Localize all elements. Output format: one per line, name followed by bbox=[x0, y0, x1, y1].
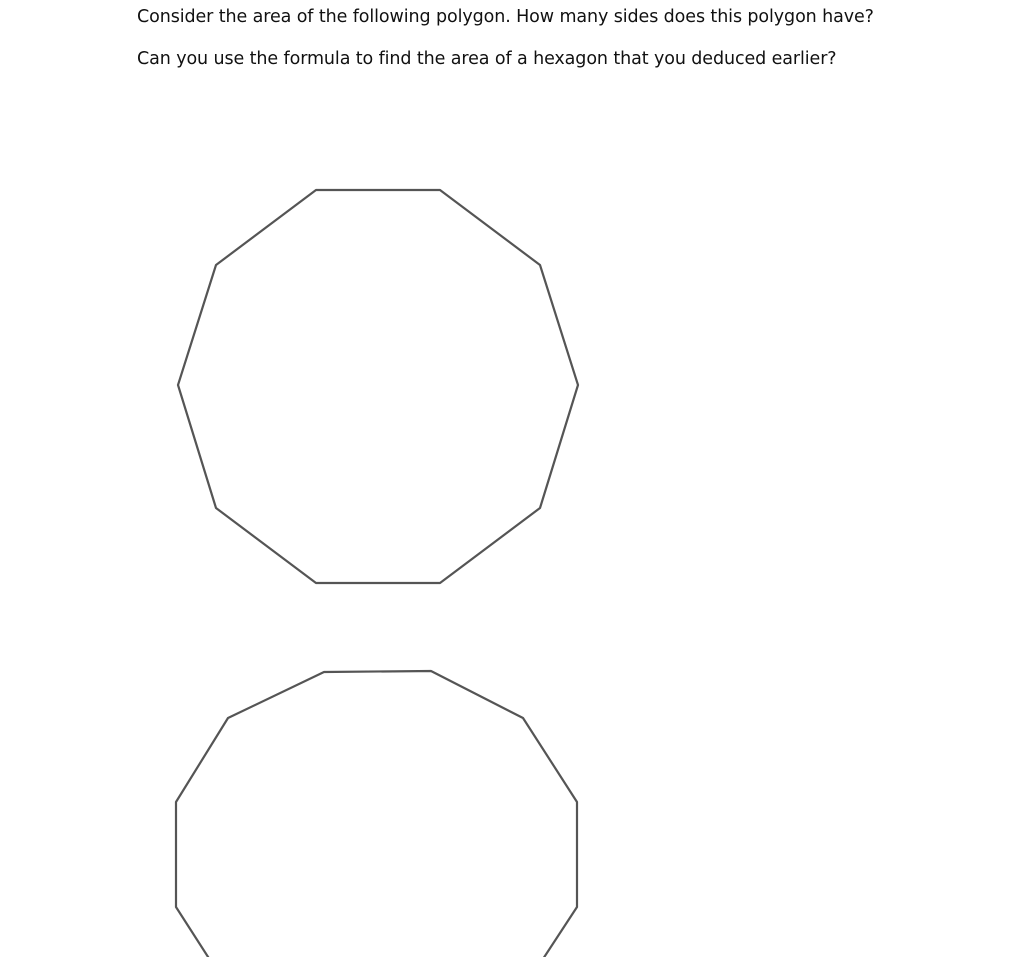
decagon-shape bbox=[178, 190, 578, 583]
question-polygon-sides: Consider the area of the following polygon. How many sides does this polygon have? bbox=[137, 7, 874, 27]
question-hexagon-formula: Can you use the formula to find the area of a hexagon that you deduced earlier? bbox=[137, 49, 837, 69]
dodecagon-shape bbox=[176, 671, 577, 957]
